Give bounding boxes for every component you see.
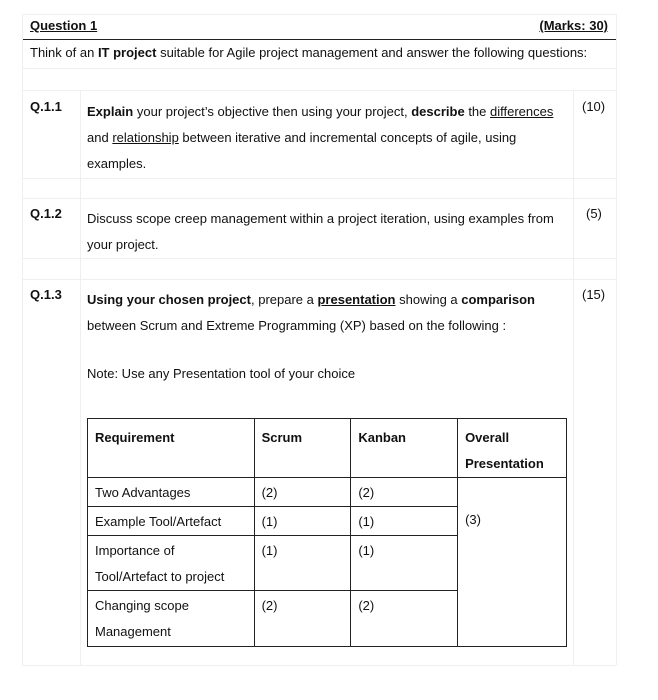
header-kanban: Kanban — [351, 419, 458, 478]
question-title: Question 1 — [30, 18, 98, 33]
question-number: Q.1.1 — [30, 99, 62, 114]
grid-line — [22, 198, 616, 199]
header-rule — [22, 39, 616, 40]
grid-line — [573, 90, 574, 665]
requirement-cell: Changing scope Management — [88, 591, 255, 647]
total-marks: (Marks: 30) — [539, 18, 608, 33]
kanban-cell: (2) — [351, 591, 458, 647]
table-row — [88, 478, 567, 507]
header-overall: Overall Presentation — [458, 419, 567, 478]
kanban-cell: (2) — [351, 478, 458, 507]
note-text: Note: Use any Presentation tool of your choice — [87, 366, 356, 381]
question-marks: (15) — [582, 287, 606, 302]
intro-text: Think of an IT project suitable for Agile project management and answer the following questions: — [30, 45, 588, 60]
scrum-cell: (2) — [254, 478, 351, 507]
header-requirement: Requirement — [88, 419, 255, 478]
scrum-cell: (1) — [254, 536, 351, 591]
overall-cell: (3) — [458, 478, 567, 647]
requirement-cell: Two Advantages — [88, 478, 255, 507]
question-marks: (10) — [582, 99, 606, 114]
question-text: Discuss scope creep management within a project iteration, using examples from your project. — [87, 211, 554, 252]
grid-line — [22, 14, 23, 665]
grid-line — [616, 14, 617, 665]
grid-line — [22, 68, 616, 69]
kanban-cell: (1) — [351, 536, 458, 591]
scrum-cell: (1) — [254, 507, 351, 536]
grid-line — [22, 279, 616, 280]
grid-line — [80, 90, 81, 665]
grid-line — [22, 90, 616, 91]
question-text: Explain your project’s objective then using your project, describe the differences and relationship between iterative and incremental concepts of agile, using examples. — [87, 104, 554, 171]
requirement-cell: Example Tool/Artefact — [88, 507, 255, 536]
kanban-cell: (1) — [351, 507, 458, 536]
question-marks: (5) — [586, 206, 602, 221]
question-number: Q.1.3 — [30, 287, 62, 302]
question-text: Using your chosen project, prepare a presentation showing a comparison between Scrum and Extreme Programming (XP) based on the following : — [87, 292, 535, 333]
grid-line — [22, 178, 616, 179]
question-number: Q.1.2 — [30, 206, 62, 221]
grid-line — [22, 258, 616, 259]
grid-line — [22, 14, 616, 15]
table-header-row — [88, 419, 567, 478]
scrum-cell: (2) — [254, 591, 351, 647]
header-scrum: Scrum — [254, 419, 351, 478]
grid-line — [22, 665, 616, 666]
requirements-table — [87, 418, 567, 647]
requirement-cell: Importance of Tool/Artefact to project — [88, 536, 255, 591]
